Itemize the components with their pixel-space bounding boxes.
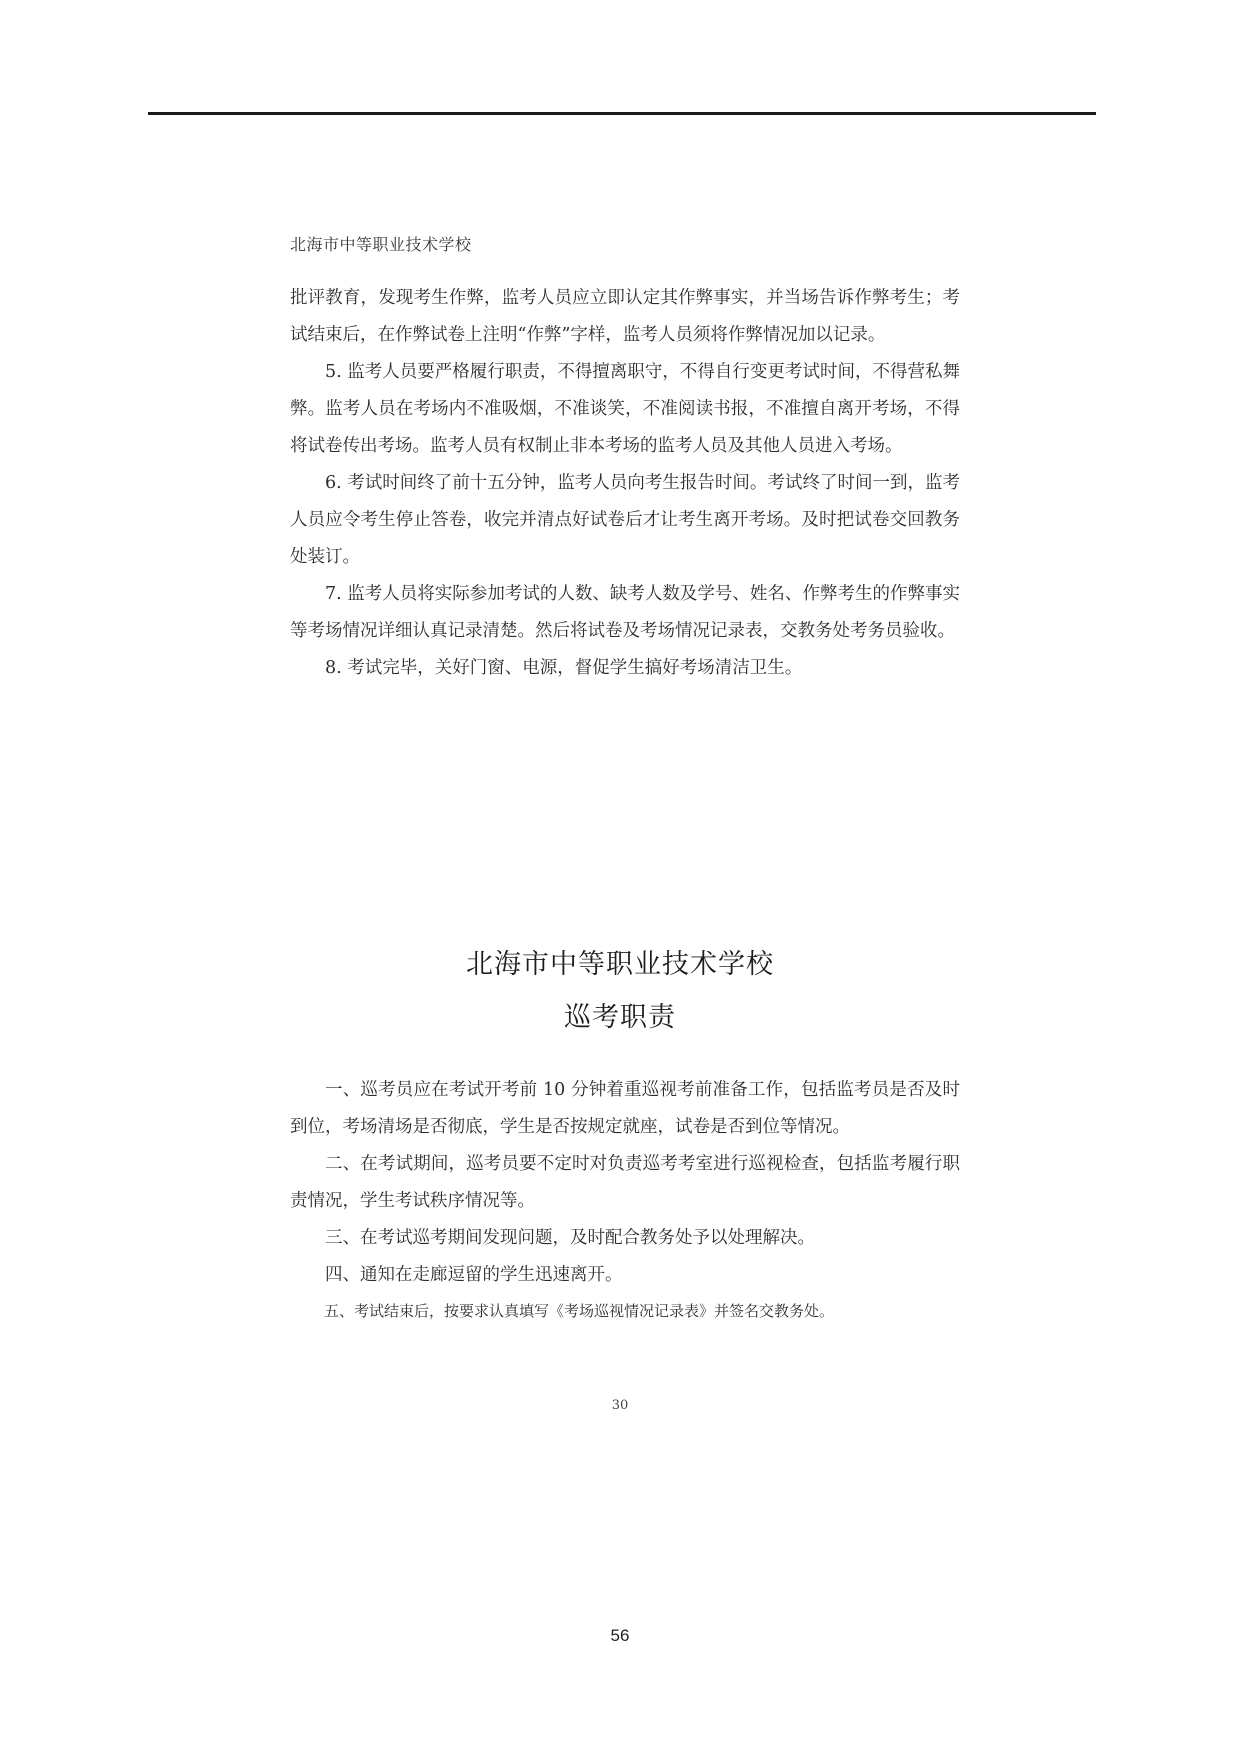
section-school-title: 北海市中等职业技术学校 [466, 949, 774, 980]
header-rule [148, 112, 1096, 115]
continued-text-block [290, 280, 960, 687]
duty-item-4: 四、通知在走廊逗留的学生迅速离开。 [325, 1265, 623, 1285]
section-duty-title: 巡考职责 [564, 1002, 676, 1033]
duty-list [290, 1072, 960, 1328]
duty-item-3: 三、在考试巡考期间发现问题，及时配合教务处予以处理解决。 [325, 1228, 815, 1248]
page-number: 56 [610, 1626, 630, 1645]
duty-item-2: 二、在考试期间，巡考员要不定时对负责巡考考室进行巡视检查，包括监考履行职责情况，学生考试秩序情况等。 [290, 1154, 960, 1211]
paragraph-item-8: 8. 考试完毕，关好门窗、电源，督促学生搞好考场清洁卫生。 [325, 658, 803, 678]
duty-item-1: 一、巡考员应在考试开考前 10 分钟着重巡视考前准备工作，包括监考员是否及时到位，考场清场是否彻底，学生是否按规定就座，试卷是否到位等情况。 [290, 1080, 960, 1137]
paragraph-continued: 批评教育，发现考生作弊，监考人员应立即认定其作弊事实，并当场告诉作弊考生；考试结束后，在作弊试卷上注明“作弊”字样，监考人员须将作弊情况加以记录。 [290, 288, 960, 345]
running-head: 北海市中等职业技术学校 [290, 235, 472, 254]
paragraph-item-5: 5. 监考人员要严格履行职责，不得擅离职守，不得自行变更考试时间，不得营私舞弊。监考人员在考场内不准吸烟，不准谈笑，不准阅读书报，不准擅自离开考场，不得将试卷传出考场。监考人员有权制止非本考场的监考人员及其他人员进入考场。 [290, 362, 960, 456]
paragraph-item-7: 7. 监考人员将实际参加考试的人数、缺考人数及学号、姓名、作弊考生的作弊事实等考场情况详细认真记录清楚。然后将试卷及考场情况记录表，交教务处考务员验收。 [290, 584, 960, 641]
paragraph-item-6: 6. 考试时间终了前十五分钟，监考人员向考生报告时间。考试终了时间一到，监考人员应令考生停止答卷，收完并清点好试卷后才让考生离开考场。及时把试卷交回教务处装订。 [290, 473, 960, 567]
inner-page-number: 30 [611, 1398, 629, 1413]
duty-item-5: 五、考试结束后，按要求认真填写《考场巡视情况记录表》并签名交教务处。 [324, 1302, 835, 1320]
